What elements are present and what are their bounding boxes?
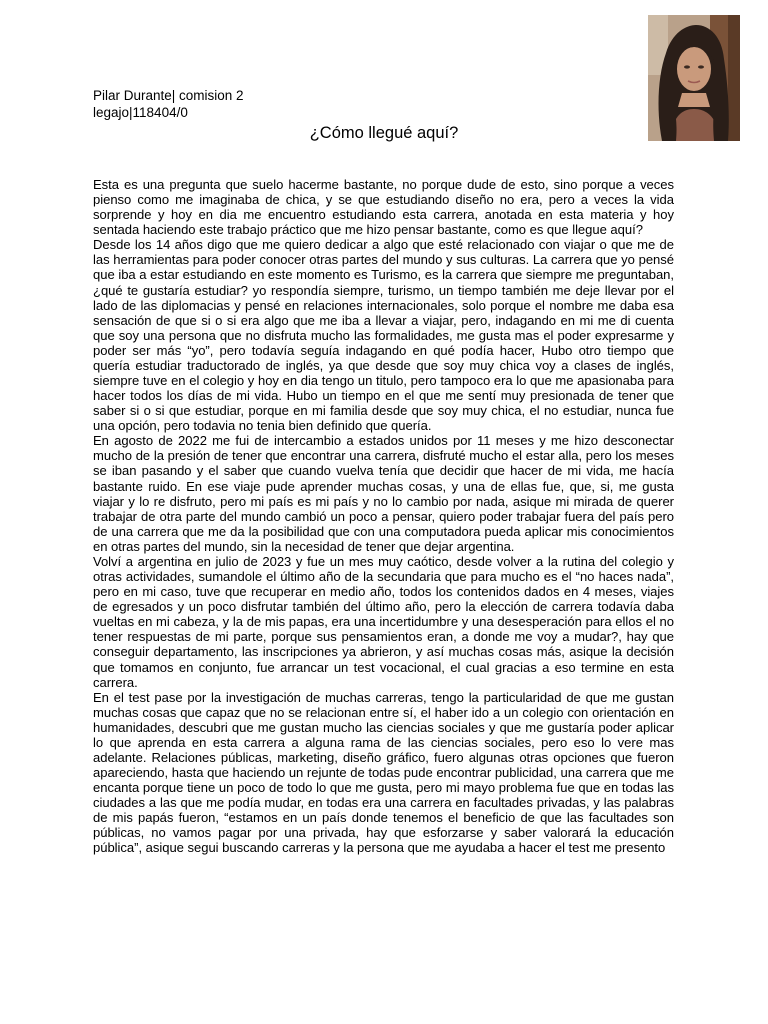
- paragraph-3: En agosto de 2022 me fui de intercambio a estados unidos por 11 meses y me hizo desconectar mucho de la presión de tener que encontrar una carrera, disfruté mucho el estar alla, pero los meses se iban pasando y el saber que cuando vuelva tenía que decidir que hacer de mi vida, me hacía bastante ruido. En ese viaje pude aprender muchas cosas, y una de ellas fue, que, si, me gusta viajar y lo re disfruto, pero mi país es mi país y no lo cambio por nada, asique mi mirada de querer trabajar de otra parte del mundo cambió un poco a pensar, quiero poder trabajar fuera del país pero de una carrera que me da la posibilidad que con una computadora pueda aplicar mis conocimientos en otras partes del mundo, sin la necesidad de tener que dejar argentina.: [93, 433, 674, 554]
- document-title: ¿Cómo llegué aquí?: [309, 124, 459, 142]
- author-header: [93, 87, 244, 121]
- paragraph-1: Esta es una pregunta que suelo hacerme bastante, no porque dude de esto, sino porque a veces pienso como me imaginaba de chica, y se que estudiando diseño no era, pero a veces la vida sorprende y hoy en dia me encuentro estudiando esta carrera, anotada en esta materia y hoy sentada haciendo este trabajo práctico que me hizo pensar bastante, como es que llegue aquí?: [93, 177, 674, 238]
- author-name-line: Pilar Durante| comision 2: [93, 88, 244, 103]
- document-body: [93, 177, 674, 856]
- paragraph-4: Volví a argentina en julio de 2023 y fue un mes muy caótico, desde volver a la rutina del colegio y otras actividades, sumandole el último año de la secundaria que para mucho es el “no haces nada”, pero en mi caso, tuve que recuperar en medio año, todos los contenidos dados en 4 meses, viajes de egresados y un poco disfrutar también del último año, pero la elección de carrera todavía daba vueltas en mi cabeza, y la de mis papas, era una incertidumbre y una desesperación para ellos el no tener respuestas de mi parte, porque sus pensamientos eran, a donde me voy a mudar?, hay que conseguir departamento, las inscripciones ya abrieron, y así muchas cosas más, asique la decisión que tomamos en conjunto, fue arrancar un test vocacional, el cual gracias a eso termine en esta carrera.: [93, 553, 674, 690]
- paragraph-5: En el test pase por la investigación de muchas carreras, tengo la particularidad de que me gustan muchas cosas que capaz que no se relacionan entre sí, el haber ido a un colegio con orientación en humanidades, descubri que me gustan mucho las ciencias sociales y que me gustaría poder aplicar lo que aprenda en esta carrera a alguna rama de las ciencias sociales, pero eso lo vere mas adelante. Relaciones públicas, marketing, diseño gráfico, fuero algunas otras opciones que fueron apareciendo, hasta que haciendo un rejunte de todas pude encontrar publicidad, una carrera que me encanta porque tiene un poco de todo lo que me gusta, pero mi mayo problema fue que en todas las ciudades a las que me podía mudar, en todas era una carrera en facultades privadas, y las palabras de mis papás fueron, “estamos en un país donde tenemos el beneficio de que las facultades son públicas, no vamos pagar por una privada, hay que esforzarse y saber valorará la educación pública”, asique segui buscando carreras y la persona que me ayudaba a hacer el test me presento: [93, 689, 674, 856]
- paragraph-2: Desde los 14 años digo que me quiero dedicar a algo que esté relacionado con viajar o que me de las herramientas para poder conocer otras partes del mundo y sus culturas. La carrera que yo pensé que iba a estar estudiando en este momento es Turismo, es la carrera que siempre me preguntaban, ¿qué te gustaría estudiar? yo respondía siempre, turismo, un tiempo también me deje llevar por el lado de las diplomacias y pensé en relaciones internacionales, solo porque el nombre me daba esa sensación de que si o si era algo que me iba a llevar a viajar, pero, indagando en mi me di cuenta que soy una persona que no disfruta mucho las formalidades, me gusta mas el poder expresarme y poder ser más “yo”, pero todavía seguía indagando en qué podía hacer, Hubo otro tiempo que quería estudiar traductorado de inglés, ya que desde que soy muy chica voy a clases de inglés, siempre tuve en el colegio y hoy en dia tengo un titulo, pero tampoco era lo que me apasionaba para hacer todos los días de mi vida. Hubo un tiempo en el que me sentí muy presionada de tener que saber si o si que estudiar, porque en mi familia desde que soy muy chica, el no estudiar, nunca fue una opción, pero todavia no tenia bien definido que quería.: [93, 237, 674, 434]
- student-id-line: legajo|118404/0: [93, 105, 188, 120]
